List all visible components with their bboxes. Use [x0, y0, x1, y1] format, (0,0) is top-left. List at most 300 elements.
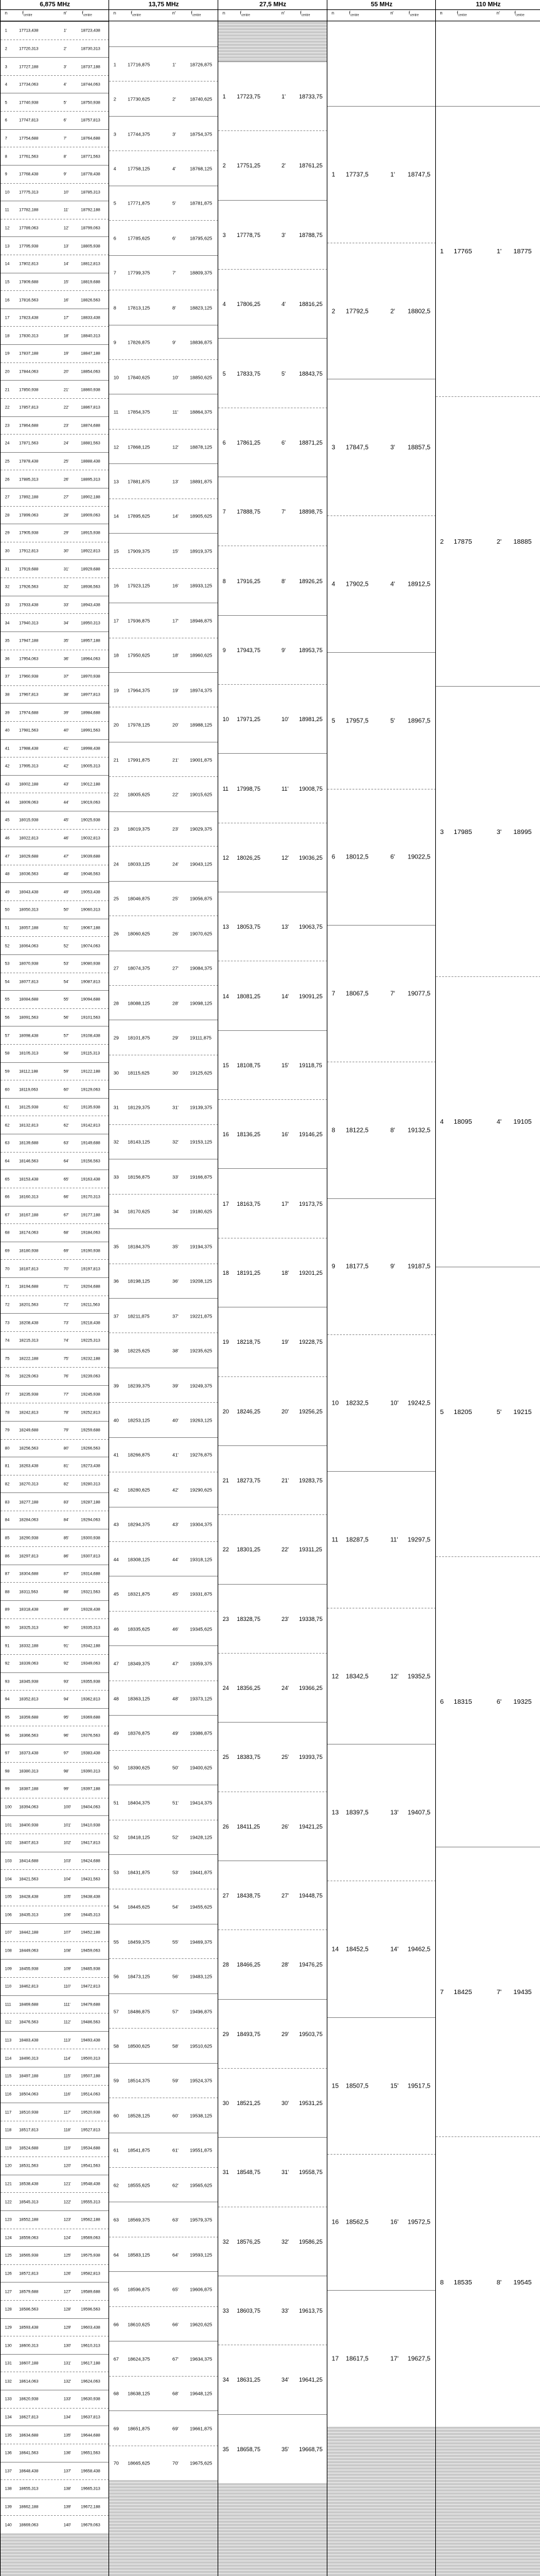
channel-number-prime: 30' [172, 1070, 179, 1076]
channel-number-prime: 48' [172, 1696, 179, 1702]
channel-number-prime: 104' [63, 1877, 71, 1882]
centre-frequency-prime: 18750,938 [81, 100, 100, 105]
table-row [109, 1924, 218, 1959]
channel-number-prime: 56' [63, 1015, 69, 1020]
channel-number-prime: 64' [172, 2252, 179, 2258]
channel-number: 131 [4, 2361, 12, 2366]
centre-frequency-prime: 18843,75 [299, 370, 323, 377]
centre-frequency-prime: 19503,75 [299, 2030, 323, 2037]
centre-frequency-prime: 19080,938 [81, 961, 100, 966]
centre-frequency-prime: 19369,688 [81, 1715, 100, 1720]
centre-frequency: 18060,625 [127, 931, 151, 937]
table-row [109, 1715, 218, 1750]
centre-frequency: 18174,063 [19, 1230, 39, 1235]
channel-number: 33 [4, 603, 10, 608]
centre-frequency: 18662,188 [19, 2505, 39, 2510]
centre-frequency: 18304,688 [19, 1571, 39, 1576]
channel-number-prime: 10' [63, 190, 69, 195]
centre-frequency-prime: 18898,75 [299, 509, 323, 515]
table-row [327, 789, 436, 926]
table-row [109, 568, 218, 603]
channel-number-prime: 56' [172, 1973, 179, 1980]
channel-number-prime: 136' [63, 2451, 71, 2456]
table-row [327, 379, 436, 516]
centre-frequency: 17761,563 [19, 154, 39, 159]
channel-number-prime: 46' [172, 1626, 179, 1632]
centre-frequency: 18562,5 [346, 2219, 369, 2226]
channel-number-prime: 68' [172, 2390, 179, 2397]
centre-frequency-prime: 19410,938 [81, 1823, 100, 1828]
table-row [1, 1618, 109, 1637]
table-row [218, 753, 327, 823]
channel-number-prime: 22' [63, 405, 69, 410]
channel-number: 101 [4, 1823, 12, 1828]
centre-frequency: 18342,5 [346, 1673, 369, 1681]
channel-number: 84 [4, 1518, 10, 1523]
table-row [1, 434, 109, 453]
channel-number: 64 [4, 1159, 10, 1164]
subheader-subscript: centre [301, 13, 310, 18]
channel-number-prime: 5' [63, 100, 67, 105]
centre-frequency: 17933,438 [19, 603, 39, 608]
centre-frequency-prime: 19294,063 [81, 1518, 100, 1523]
channel-number-prime: 95' [63, 1715, 69, 1720]
centre-frequency: 18490,313 [19, 2056, 39, 2061]
channel-number-prime: 64' [63, 1159, 69, 1164]
channel-number: 92 [4, 1661, 10, 1666]
centre-frequency-prime: 18857,5 [408, 444, 431, 451]
channel-number-prime: 26' [63, 477, 69, 482]
channel-number: 57 [113, 2009, 119, 2015]
centre-frequency-prime: 18915,938 [81, 531, 100, 536]
centre-frequency-prime: 18933,125 [189, 583, 213, 589]
centre-frequency-prime: 19105 [513, 1118, 532, 1126]
centre-frequency-prime: 19383,438 [81, 1751, 100, 1756]
centre-frequency-prime: 19304,375 [189, 1521, 213, 1528]
channel-number: 41 [113, 1452, 119, 1458]
channel-number-prime: 99' [63, 1787, 69, 1792]
channel-number: 32 [222, 2238, 229, 2245]
centre-frequency: 18232,5 [346, 1400, 369, 1407]
channel-number: 38 [113, 1348, 119, 1354]
channel-number: 3 [113, 131, 117, 137]
table-row [1, 2067, 109, 2086]
channel-number-prime: 100' [63, 1805, 71, 1810]
table-row [218, 1099, 327, 1169]
channel-number-prime: 35' [281, 2446, 289, 2452]
channel-number-prime: 11' [281, 785, 289, 792]
channel-number: 22 [113, 791, 119, 798]
table-row [1, 2031, 109, 2050]
table-row [1, 1546, 109, 1565]
centre-frequency: 17802,813 [19, 261, 39, 267]
channel-number-prime: 58' [63, 1051, 69, 1056]
channel-number-prime: 13' [390, 1809, 399, 1817]
centre-frequency-prime: 19386,875 [189, 1730, 213, 1736]
centre-frequency-prime: 19300,938 [81, 1536, 100, 1541]
channel-number: 52 [4, 944, 10, 949]
centre-frequency-prime: 19225,313 [81, 1338, 100, 1343]
channel-number: 17 [113, 618, 119, 624]
centre-frequency: 18088,125 [127, 1000, 151, 1006]
centre-frequency-prime: 19641,25 [299, 2377, 323, 2383]
table-row [109, 1194, 218, 1229]
channel-number: 94 [4, 1697, 10, 1702]
channel-number-prime: 23' [63, 423, 69, 428]
centre-frequency-prime: 19338,75 [299, 1615, 323, 1622]
centre-frequency: 17875 [453, 537, 472, 546]
table-row [1, 793, 109, 811]
channel-number: 128 [4, 2307, 12, 2312]
table-row [109, 985, 218, 1020]
table-row [1, 1565, 109, 1583]
table-row [109, 1228, 218, 1264]
channel-number: 134 [4, 2415, 12, 2420]
centre-frequency-prime: 19015,625 [189, 791, 213, 798]
centre-frequency-prime: 19672,188 [81, 2505, 100, 2510]
channel-number-prime: 17' [172, 618, 179, 624]
table-row [109, 1507, 218, 1542]
channel-number-prime: 15' [390, 2082, 399, 2090]
table-row [1, 2372, 109, 2390]
centre-frequency: 17885,313 [19, 477, 39, 482]
channel-number: 76 [4, 1374, 10, 1379]
channel-number: 55 [4, 997, 10, 1002]
channel-number: 67 [4, 1213, 10, 1218]
centre-frequency: 18273,75 [236, 1477, 261, 1484]
channel-number-prime: 138' [63, 2486, 71, 2491]
centre-frequency-prime: 19393,75 [299, 1754, 323, 1761]
channel-number: 14 [113, 513, 119, 519]
table-row [109, 429, 218, 464]
table-row [1, 1169, 109, 1188]
channel-number: 53 [113, 1869, 119, 1876]
channel-number-prime: 11' [390, 1536, 398, 1544]
channel-number-prime: 12' [63, 226, 69, 231]
centre-frequency-prime: 19428,125 [189, 1834, 213, 1840]
centre-frequency-prime: 18950,313 [81, 621, 100, 626]
centre-frequency-prime: 19245,938 [81, 1392, 100, 1397]
centre-frequency-prime: 19362,813 [81, 1697, 100, 1702]
channel-number: 13 [222, 924, 229, 931]
channel-number: 66 [113, 2321, 119, 2327]
table-row [1, 1762, 109, 1781]
channel-number-prime: 109' [63, 1966, 71, 1972]
table-row [109, 1264, 218, 1299]
channel-number: 82 [4, 1482, 10, 1487]
channel-number-prime: 78' [63, 1410, 69, 1415]
centre-frequency-prime: 19459,063 [81, 1948, 100, 1953]
centre-frequency: 17747,813 [19, 118, 39, 123]
centre-frequency: 18452,5 [346, 1946, 369, 1953]
centre-frequency: 18555,625 [127, 2182, 151, 2188]
channel-number-prime: 83' [63, 1500, 69, 1505]
table-row [109, 1785, 218, 1820]
table-row [1, 273, 109, 292]
centre-frequency-prime: 19101,563 [81, 1015, 100, 1020]
centre-frequency: 17964,375 [127, 687, 151, 694]
centre-frequency: 18218,75 [236, 1339, 261, 1346]
channel-number: 124 [4, 2236, 12, 2241]
channel-number-prime: 3' [172, 131, 176, 137]
table-row [109, 1472, 218, 1507]
centre-frequency: 18112,188 [19, 1069, 38, 1074]
channel-number: 74 [4, 1338, 10, 1343]
channel-number-prime: 85' [63, 1536, 69, 1541]
table-row [218, 1584, 327, 1654]
channel-number: 45 [113, 1591, 119, 1597]
channel-number: 5 [113, 200, 117, 206]
centre-frequency: 18132,813 [19, 1123, 39, 1128]
table-row [1, 147, 109, 166]
centre-frequency: 18583,125 [127, 2252, 151, 2258]
channel-number: 63 [113, 2217, 119, 2223]
centre-frequency: 18156,875 [127, 1174, 151, 1180]
centre-frequency-prime: 18854,063 [81, 369, 100, 374]
channel-number-prime: 94' [63, 1697, 69, 1702]
table-row [218, 1792, 327, 1861]
table-row [1, 1815, 109, 1834]
channel-number: 4 [222, 301, 226, 308]
centre-frequency-prime: 19572,5 [408, 2219, 431, 2226]
centre-frequency-prime: 18988,125 [189, 722, 213, 728]
column-subheader [218, 10, 327, 21]
centre-frequency-prime: 18747,5 [408, 171, 431, 179]
channel-number-prime: 4' [390, 581, 395, 588]
channel-number-prime: 39' [63, 710, 69, 715]
centre-frequency-prime: 18936,563 [81, 584, 100, 589]
centre-frequency-prime: 18885 [513, 537, 532, 546]
channel-number-prime: 13' [172, 478, 179, 485]
centre-frequency: 18095 [453, 1118, 472, 1126]
centre-frequency-prime: 19187,5 [408, 1263, 431, 1270]
centre-frequency-prime: 18775 [513, 248, 532, 256]
centre-frequency-prime: 19462,5 [408, 1946, 431, 1953]
centre-frequency: 18015,938 [19, 818, 39, 823]
centre-frequency: 18246,25 [236, 1408, 261, 1415]
table-row [109, 186, 218, 221]
channel-number: 45 [4, 818, 10, 823]
centre-frequency: 18387,188 [19, 1787, 39, 1792]
channel-number: 100 [4, 1805, 12, 1810]
table-row [436, 1847, 540, 2138]
centre-frequency-prime: 18754,375 [189, 131, 213, 137]
centre-frequency: 17878,438 [19, 459, 39, 464]
channel-number-prime: 47' [63, 854, 69, 859]
centre-frequency: 18287,5 [346, 1536, 369, 1544]
channel-number-prime: 74' [63, 1338, 69, 1343]
centre-frequency: 18253,125 [127, 1417, 151, 1423]
centre-frequency: 18187,813 [19, 1267, 39, 1272]
centre-frequency: 17998,75 [236, 785, 261, 792]
subheader-label: n' [390, 11, 394, 16]
channel-number-prime: 105' [63, 1894, 71, 1899]
channel-number: 42 [4, 764, 10, 769]
channel-number-prime: 25' [63, 459, 69, 464]
centre-frequency-prime: 19651,563 [81, 2451, 100, 2456]
centre-frequency-prime: 19063,75 [299, 924, 323, 931]
centre-frequency: 18194,688 [19, 1284, 39, 1289]
channel-number: 2 [4, 46, 8, 51]
table-row [1, 882, 109, 901]
centre-frequency: 18545,313 [19, 2200, 39, 2205]
channel-number-prime: 118' [63, 2128, 71, 2133]
channel-number: 56 [113, 1973, 119, 1980]
centre-frequency-prime: 18833,438 [81, 315, 100, 320]
table-row [218, 615, 327, 685]
table-row [109, 951, 218, 986]
table-row [1, 344, 109, 363]
centre-frequency: 17792,5 [346, 308, 369, 315]
table-row [436, 2136, 540, 2427]
channel-number-prime: 121' [63, 2182, 71, 2187]
centre-frequency: 17758,125 [127, 166, 151, 172]
channel-number: 36 [4, 657, 10, 662]
channel-number: 37 [113, 1313, 119, 1319]
subheader-label: $f_{centre}$ [82, 11, 92, 18]
channel-number: 133 [4, 2397, 12, 2402]
channel-number-prime: 27' [172, 965, 179, 971]
centre-frequency: 18579,688 [19, 2289, 39, 2294]
channel-number-prime: 52' [172, 1834, 179, 1840]
centre-frequency: 18180,938 [19, 1248, 39, 1254]
table-row [1, 1457, 109, 1475]
centre-frequency-prime: 19486,563 [81, 2020, 100, 2025]
channel-number-prime: 130' [63, 2343, 71, 2348]
channel-number-prime: 37' [63, 674, 69, 679]
channel-number: 61 [4, 1105, 10, 1110]
centre-frequency-prime: 19135,938 [81, 1105, 100, 1110]
table-row [1, 2498, 109, 2516]
centre-frequency-prime: 19606,875 [189, 2286, 213, 2293]
column-title: 13,75 MHz [109, 0, 218, 10]
channel-number: 7 [4, 136, 8, 141]
channel-number: 4 [440, 1118, 444, 1126]
centre-frequency: 18596,875 [127, 2286, 151, 2293]
centre-frequency-prime: 19507,188 [81, 2074, 100, 2079]
channel-number: 34 [113, 1208, 119, 1215]
centre-frequency: 18321,875 [127, 1591, 151, 1597]
channel-number: 4 [4, 82, 8, 87]
centre-frequency: 17785,625 [127, 235, 151, 241]
table-row [109, 603, 218, 638]
channel-number-prime: 49' [63, 890, 69, 895]
table-row [218, 2068, 327, 2138]
channel-number-prime: 14' [281, 993, 289, 1000]
centre-frequency-prime: 18860,938 [81, 388, 100, 393]
table-row [109, 1055, 218, 1090]
centre-frequency: 18552,188 [19, 2217, 39, 2222]
column-subheader [327, 10, 436, 21]
table-row [1, 1385, 109, 1404]
table-row [1, 1044, 109, 1063]
channel-number: 36 [113, 1278, 119, 1284]
channel-number-prime: 14' [390, 1946, 399, 1953]
channel-number: 5 [440, 1408, 444, 1416]
table-row [218, 477, 327, 546]
centre-frequency-prime: 19510,625 [189, 2043, 213, 2049]
table-row [109, 1159, 218, 1194]
centre-frequency-prime: 18840,313 [81, 334, 100, 339]
subheader-label: $f_{centre}$ [130, 11, 141, 18]
table-row [109, 1020, 218, 1055]
channel-number: 7 [331, 990, 336, 998]
channel-number-prime: 11' [172, 409, 179, 415]
table-row [1, 2462, 109, 2481]
table-row [1, 954, 109, 973]
channel-number-prime: 61' [172, 2147, 179, 2153]
centre-frequency-prime: 18929,688 [81, 567, 100, 572]
channel-number: 26 [4, 477, 10, 482]
centre-frequency-prime: 19221,875 [189, 1313, 213, 1319]
table-row [1, 201, 109, 219]
channel-number-prime: 37' [172, 1313, 179, 1319]
channel-number-prime: 38' [63, 692, 69, 697]
centre-frequency: 18229,063 [19, 1374, 39, 1379]
channel-number-prime: 7' [390, 990, 395, 998]
table-row [1, 990, 109, 1009]
centre-frequency-prime: 18788,75 [299, 231, 323, 238]
centre-frequency: 17813,125 [127, 305, 151, 311]
table-row [1, 811, 109, 830]
channel-number-prime: 116' [63, 2092, 71, 2097]
centre-frequency-prime: 18943,438 [81, 603, 100, 608]
centre-frequency-prime: 19562,188 [81, 2217, 100, 2222]
table-row [1, 93, 109, 112]
channel-number-prime: 4' [63, 82, 67, 87]
centre-frequency: 18198,125 [127, 1278, 151, 1284]
table-row [1, 1026, 109, 1045]
channel-number-prime: 53' [63, 961, 69, 966]
unused-band [327, 2427, 436, 2576]
table-row [1, 2282, 109, 2301]
channel-number-prime: 110' [63, 1984, 71, 1989]
channel-number-prime: 19' [281, 1339, 289, 1346]
centre-frequency-prime: 19366,25 [299, 1685, 323, 1692]
centre-frequency: 17734,063 [19, 82, 39, 87]
channel-number-prime: 35' [63, 638, 69, 643]
channel-number-prime: 16' [390, 2219, 399, 2226]
centre-frequency: 18510,938 [19, 2110, 39, 2115]
channel-number-prime: 26' [172, 931, 179, 937]
column-subheader [1, 10, 109, 21]
centre-frequency: 18009,063 [19, 800, 39, 805]
channel-number-prime: 34' [281, 2377, 289, 2383]
centre-frequency: 18366,563 [19, 1733, 39, 1738]
table-row [218, 269, 327, 339]
centre-frequency: 17978,125 [127, 722, 151, 728]
centre-frequency: 18380,313 [19, 1769, 39, 1774]
table-row [109, 2306, 218, 2341]
table-row [327, 2154, 436, 2291]
centre-frequency: 18624,375 [127, 2356, 151, 2362]
centre-frequency-prime: 19431,563 [81, 1877, 100, 1882]
centre-frequency-prime: 18836,875 [189, 339, 213, 346]
channel-number-prime: 35' [172, 1243, 179, 1250]
centre-frequency-prime: 19627,5 [408, 2355, 431, 2363]
centre-frequency-prime: 19094,688 [81, 997, 100, 1002]
centre-frequency: 17905,938 [19, 531, 39, 536]
channel-number-prime: 13' [281, 924, 289, 931]
centre-frequency-prime: 19603,438 [81, 2325, 100, 2330]
centre-frequency-prime: 19520,938 [81, 2110, 100, 2115]
centre-frequency-prime: 19211,563 [81, 1302, 100, 1307]
table-row [218, 961, 327, 1030]
centre-frequency-prime: 18977,813 [81, 692, 100, 697]
centre-frequency: 18070,938 [19, 961, 39, 966]
table-row [1, 2408, 109, 2427]
channel-number: 11 [331, 1536, 339, 1544]
